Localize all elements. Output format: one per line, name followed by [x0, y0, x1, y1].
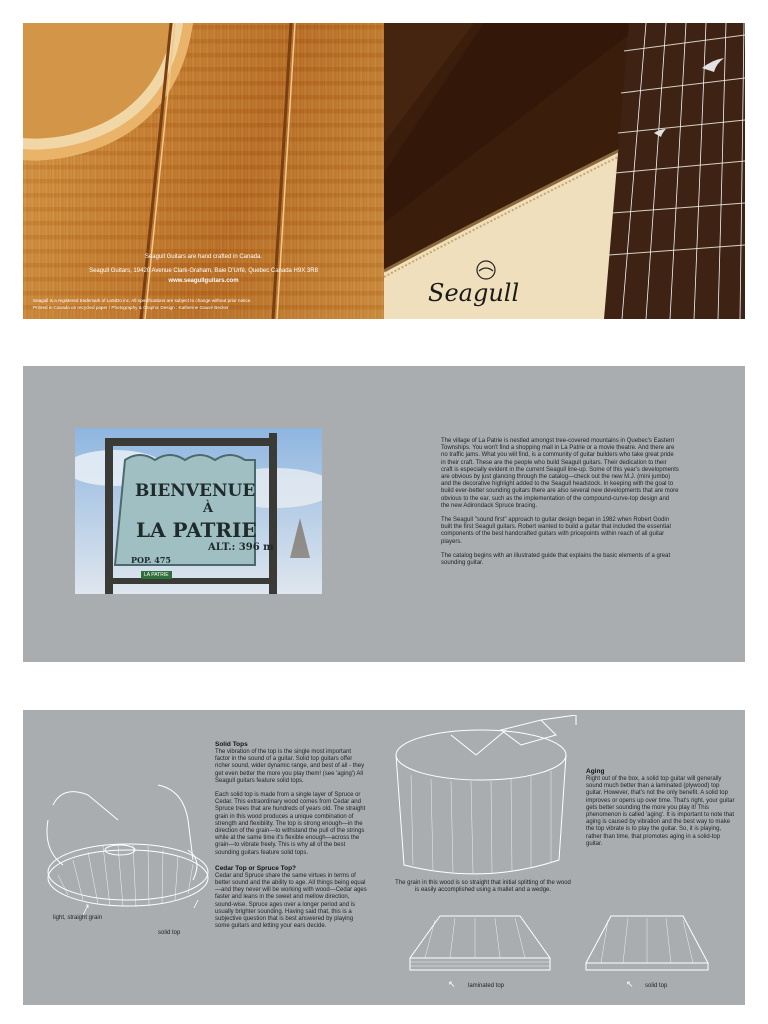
intro-paragraph-1: The village of La Patrie is nestled amongst tree-covered mountains in Quebec's Eastern Townships. You won't find a shopping mall in La Patrie or a movie theatre. And there are no traffic jams. What you will find, is a community of guitar builders who take great pride in their craft. These are the people who build Seagull guitars. Their dedication to their craft is especially evident in the current Seagull line-up. Some of this year's developments are obvious by just glancing through the catalog—check out the new M.J. (mini jumbo) and the decorative highlight added to the Seagull headstock. In keeping with the goal to build ever-better sounding guitars there are also several new developments that are more obvious to the ear, such as the implementation of the compound-curve-top design and the new Adirondack Spruce bracing.: [441, 438, 679, 509]
label-light-straight-grain: light, straight grain: [53, 915, 103, 921]
sign-line-2: À: [203, 501, 214, 516]
intro-paragraph-3: The catalog begins with an illustrated guide that explains the basic elements of a great sounding guitar.: [441, 552, 671, 567]
split-log-illustration: [391, 715, 581, 875]
sign-line-3: LA PATRIE: [136, 518, 257, 542]
la-patrie-sign-photo: [75, 428, 322, 594]
back-cover-panel: [23, 23, 384, 319]
solid-tops-paragraph-2: Each solid top is made from a single layer of Spruce or Cedar. This extraordinary wood comes from Cedar and Spruce trees that are hundreds of years old. The straight grain in this wood produces a unique combination of strength and flexibility. The top is strong enough—in the direction of the grain—to withstand the pull of the strings while at the same time it's flexible enough—across the grain—to vibrate freely. This is why all of the best sounding guitars feature solid tops.: [215, 792, 366, 856]
sign-line-1: BIENVENUE: [135, 481, 256, 501]
aging-paragraph: Right out of the box, a solid top guitar will generally sound much better than a laminated (plywood) top guitar. However, that's not the only benefit. A solid top improves or opens up over time. That's right, your guitar gets better sounding the more you play it! This phenomenon is called 'aging'. It is important to note that aging is caused by vibration and the best way to make the top vibrate is to play the guitar. So, it is playing, rather than time, that promotes aging in a solid-top guitar.: [586, 776, 735, 847]
pointer-arrow-icon: ↖: [448, 979, 456, 989]
guide-panel: [23, 710, 745, 1005]
handcrafted-text: Seagull Guitars are hand crafted in Canada.: [144, 254, 263, 260]
solid-tops-heading: Solid Tops: [215, 741, 248, 748]
intro-text: [441, 438, 679, 567]
label-laminated-top: laminated top: [468, 983, 505, 989]
website-link[interactable]: www.seagullguitars.com: [168, 278, 239, 284]
legal-line-2: Printed in Canada on recycled paper / Photography & Graphic Design : Katherine Gauvé Becker: [33, 305, 229, 310]
laminated-top-illustration: [405, 908, 555, 978]
pointer-arrow-icon-right: ↖: [626, 979, 634, 989]
aging-column: [586, 768, 736, 848]
cedar-spruce-paragraph: Cedar and Spruce share the same virtues in terms of better sound and the ability to age. All things being equal—and they never will be working with wood—Cedar ages faster and leans in the sweet and mellow direction, sound-wise. Spruce ages over a longer period and is usually brighter sounding. Having said that, this is a subjective question that is best answered by playing some guitars and letting your ears decide.: [215, 872, 367, 930]
intro-panel: [23, 366, 745, 662]
guitar-front-artwork: [384, 23, 745, 319]
grain-caption: The grain in this wood is so straight that initial splitting of the wood is easily accomplished using a mallet and a wedge.: [395, 880, 571, 893]
solid-tops-column: [215, 741, 367, 930]
solid-tops-paragraph-1: The vibration of the top is the single most important factor in the sound of a guitar. Solid top guitars offer richer sound, wider dynamic range, and best of all - they get even better the more you play them! (see 'aging') All Seagull guitars feature solid tops.: [215, 749, 365, 784]
logo-wordmark: Seagull: [428, 279, 520, 307]
intro-paragraph-2: The Seagull "sound first" approach to guitar design began in 1982 when Robert Godin built the first Seagull guitars. Robert wanted to build a guitar that included the essential components of the best handcrafted guitars with pricepoints within reach of all guitar players.: [441, 517, 671, 545]
label-solid-top-left: solid top: [158, 930, 181, 936]
cedar-spruce-heading: Cedar Top or Spruce Top?: [215, 864, 297, 872]
solid-top-sample-illustration: [583, 908, 713, 978]
sign-altitude: ALT.: 396 m: [208, 542, 274, 553]
legal-line-1: Seagull is a registered trademark of LaSiDo inc. All specifications are subject to change without prior notice.: [33, 298, 252, 303]
label-solid-top-right: solid top: [645, 983, 668, 989]
sign-population: POP. 475: [131, 555, 171, 565]
aging-heading: Aging: [586, 768, 605, 775]
front-cover-panel: [384, 23, 745, 319]
solid-top-illustration: [38, 780, 213, 930]
sign-plate: LA PATRIE: [141, 571, 172, 579]
address-text: Seagull Guitars, 19420 Avenue Clark-Graham, Baie D'Urfé, Quebec Canada H9X 3R8: [89, 268, 318, 274]
